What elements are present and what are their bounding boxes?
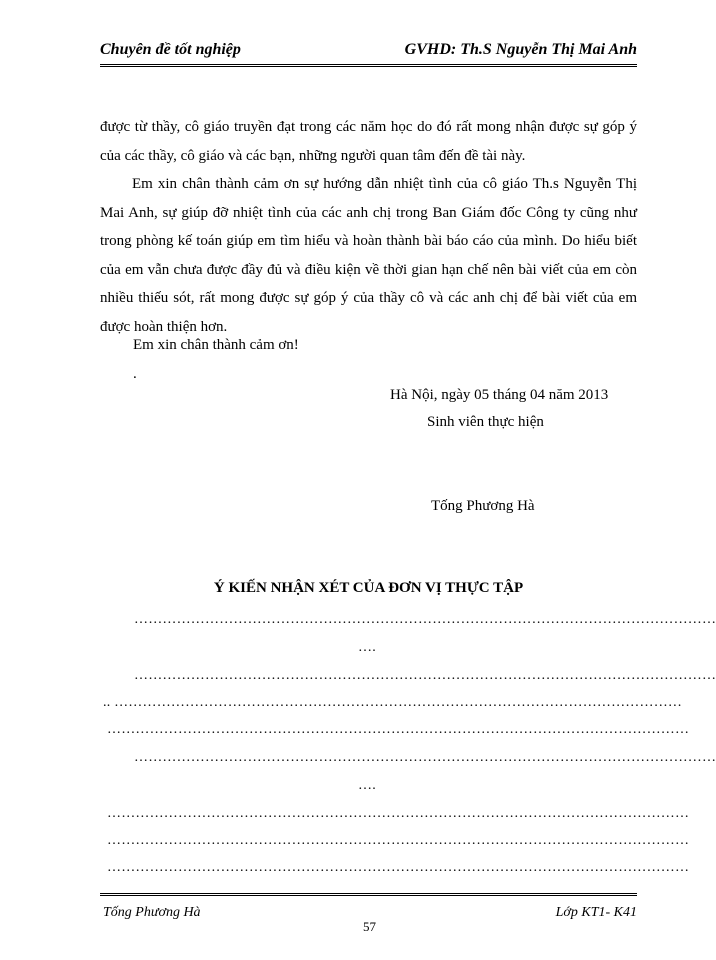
comment-line: ……………………………………………………………………………………………………………: [107, 860, 690, 875]
footer-divider: [100, 893, 637, 896]
comment-line: ……………………………………………………………………………………………………………: [134, 750, 716, 765]
comment-line: ……………………………………………………………………………………………………………: [134, 612, 716, 627]
comment-line: ….: [358, 778, 376, 793]
header-divider: [100, 64, 637, 67]
comment-line: ……………………………………………………………………………………………………………: [134, 668, 716, 683]
signature-role: Sinh viên thực hiện: [427, 414, 544, 430]
comment-line: ……………………………………………………………………………………………………………: [107, 806, 690, 821]
header-title: Chuyên đề tốt nghiệp: [100, 41, 241, 58]
paragraph-1: được từ thầy, cô giáo truyền đạt trong các năm học do đó rất mong nhận được sự góp ý của các thầy, cô giáo và các bạn, những người quan tâm đến đề tài này.: [100, 119, 637, 164]
footer-class: Lớp KT1- K41: [555, 905, 637, 920]
signature-name: Tống Phương Hà: [431, 498, 535, 514]
paragraph-2: Em xin chân thành cảm ơn sự hướng dẫn nhiệt tình của cô giáo Th.s Nguyễn Thị Mai Anh, sự giúp đỡ nhiệt tình của các anh chị trong Ban Giám đốc Công ty cũng như trong phòng kế toán giúp em tìm hiểu và hoàn thành bài báo cáo của mình. Do hiểu biết của em vẫn chưa được đầy đủ và điều kiện về thời gian hạn chế nên bài viết của em còn nhiều thiếu sót, rất mong được sự góp ý của thầy cô và các anh chị để bài viết của em được hoàn thiện hơn.: [100, 176, 637, 335]
footer-author: Tống Phương Hà: [103, 905, 201, 920]
signature-date: Hà Nội, ngày 05 tháng 04 năm 2013: [390, 387, 609, 403]
comment-line: ….: [358, 640, 376, 655]
paragraph-3: Em xin chân thành cảm ơn!: [133, 337, 299, 353]
header-advisor: GVHD: Th.S Nguyễn Thị Mai Anh: [404, 41, 637, 58]
stray-dot: .: [133, 366, 137, 382]
comment-line: .. …………………………………………………………………………………………………………: [103, 695, 683, 710]
section-title: Ý KIẾN NHẬN XÉT CỦA ĐƠN VỊ THỰC TẬP: [213, 580, 524, 596]
comment-line: ……………………………………………………………………………………………………………: [107, 833, 690, 848]
comment-line: ……………………………………………………………………………………………………………: [107, 722, 690, 737]
page-number: 57: [363, 919, 376, 934]
page-header: [100, 41, 637, 65]
